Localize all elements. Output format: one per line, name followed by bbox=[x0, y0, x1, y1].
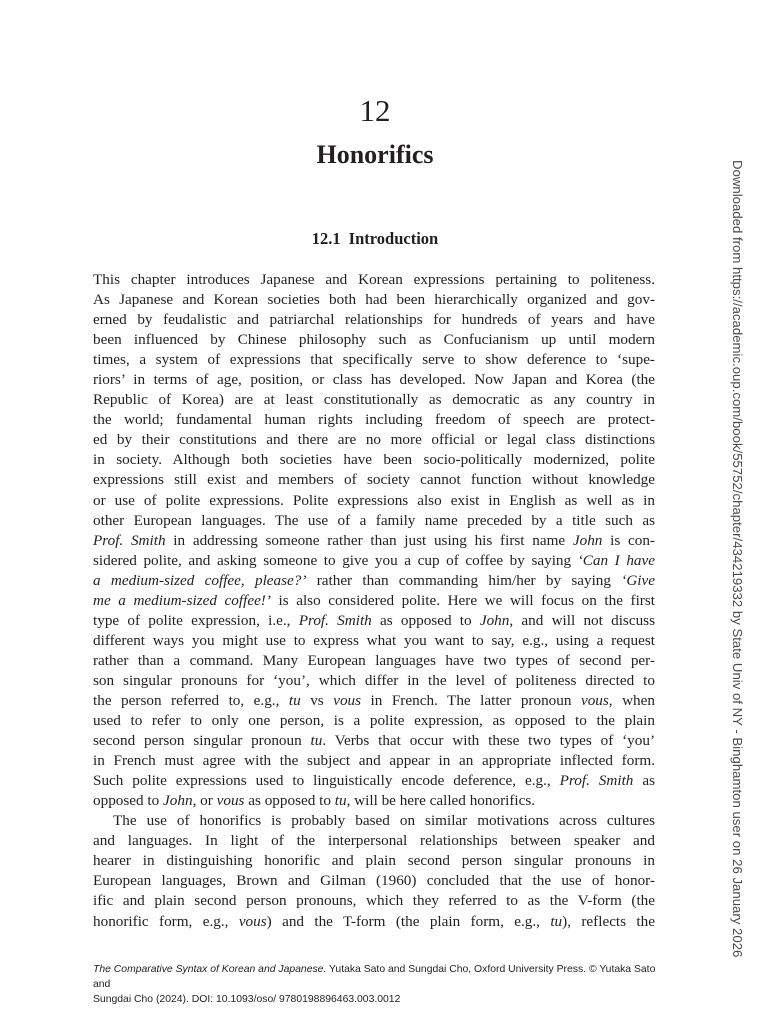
text-line bbox=[93, 851, 655, 871]
text-run: times, a system of expressions that specifically serve to show deference to ‘supe- bbox=[93, 351, 655, 369]
text-line bbox=[93, 350, 655, 370]
text-line bbox=[93, 370, 655, 390]
text-line bbox=[93, 470, 655, 490]
text-run: as opposed to bbox=[371, 611, 480, 629]
text-run: Republic of Korea) are at least constitutionally as democratic as any country in bbox=[93, 391, 655, 409]
text-line bbox=[93, 410, 655, 430]
text-line bbox=[93, 270, 655, 290]
text-run: rather than a command. Many European languages have two types of second per- bbox=[93, 651, 655, 669]
text-line bbox=[93, 731, 655, 751]
section-heading bbox=[0, 228, 750, 250]
text-line bbox=[93, 671, 655, 691]
text-run: second person singular pronoun bbox=[93, 732, 311, 750]
text-run: vs bbox=[300, 691, 334, 709]
text-line bbox=[93, 912, 655, 932]
text-run: This chapter introduces Japanese and Korean expressions pertaining to politeness. bbox=[93, 271, 655, 288]
text-run: been influenced by Chinese philosophy such as Confucianism up until modern bbox=[93, 331, 655, 349]
text-line bbox=[93, 531, 655, 551]
text-line bbox=[93, 430, 655, 450]
italic-text: Prof. Smith bbox=[298, 611, 372, 629]
text-line bbox=[93, 611, 655, 631]
text-line bbox=[93, 831, 655, 851]
text-run: ed by their constitutions and there are no more official or legal class distinctions bbox=[93, 431, 655, 449]
text-line bbox=[93, 891, 655, 911]
italic-text: vous bbox=[333, 691, 362, 709]
text-line bbox=[93, 591, 655, 611]
italic-text: a medium-sized coffee, please?’ bbox=[93, 571, 307, 589]
text-run: ), reflects the bbox=[562, 912, 655, 930]
text-run: Such polite expressions used to linguistically encode deference, e.g., bbox=[93, 772, 560, 790]
text-run: type of polite expression, i.e., bbox=[93, 611, 299, 629]
text-run: the world; fundamental human rights including freedom of speech are protect- bbox=[93, 411, 655, 429]
text-run: in addressing someone rather than just using his first name bbox=[165, 531, 573, 549]
text-run: riors’ in terms of age, position, or class has developed. Now Japan and Korea (the bbox=[93, 371, 655, 389]
text-line bbox=[93, 390, 655, 410]
italic-text: vous bbox=[580, 691, 609, 709]
text-run: As Japanese and Korean societies both had been hierarchically organized and gov- bbox=[93, 291, 655, 309]
text-line bbox=[93, 571, 655, 591]
italic-text: tu bbox=[310, 732, 323, 750]
text-run: The use of honorifics is probably based on similar motivations across cultures bbox=[113, 812, 655, 830]
footer-citation bbox=[93, 962, 673, 1007]
text-run: in society. Although both societies have been socio-politically modernized, polite bbox=[93, 451, 655, 469]
section-number: 12.1 bbox=[311, 229, 341, 248]
text-run: sidered polite, and asking someone to give you a cup of coffee by saying bbox=[93, 551, 578, 569]
chapter-title: Honorifics bbox=[316, 140, 434, 169]
text-run: ) and the T-form (the plain form, e.g., bbox=[266, 912, 551, 930]
text-line bbox=[93, 811, 655, 831]
text-run: , when bbox=[608, 691, 655, 709]
download-watermark: Downloaded from https://academic.oup.com/book/55752/chapter/434219332 by State Univ of NY - Binghamton user on 26 January 2026 bbox=[730, 160, 745, 958]
text-run: . Verbs that occur with these two types of ‘you’ bbox=[322, 732, 655, 750]
text-line bbox=[93, 511, 655, 531]
text-line bbox=[93, 751, 655, 771]
text-run: hearer in distinguishing honorific and plain second person singular pronouns in bbox=[93, 852, 655, 870]
text-line bbox=[93, 631, 655, 651]
text-run: ific and plain second person pronouns, which they referred to as the V-form (the bbox=[93, 892, 655, 910]
text-run: is con- bbox=[602, 531, 655, 549]
text-line bbox=[93, 551, 655, 571]
text-run: and languages. In light of the interpersonal relationships between speaker and bbox=[93, 832, 655, 850]
text-run: erned by feudalistic and patriarchal relationships for hundreds of years and have bbox=[93, 311, 655, 329]
text-line bbox=[93, 310, 655, 330]
italic-text: John bbox=[163, 792, 193, 810]
text-run: or use of polite expressions. Polite expressions also exist in English as well as in bbox=[93, 491, 655, 509]
text-line bbox=[93, 290, 655, 310]
italic-text: vous bbox=[216, 792, 245, 810]
italic-text: tu bbox=[288, 691, 301, 709]
text-line bbox=[93, 691, 655, 711]
text-line bbox=[93, 791, 655, 811]
text-run: opposed to bbox=[93, 792, 164, 810]
italic-text: ‘Give bbox=[621, 571, 655, 589]
italic-text: me a medium-sized coffee!’ bbox=[93, 591, 271, 609]
text-run: European languages, Brown and Gilman (1960) concluded that the use of honor- bbox=[93, 872, 655, 890]
text-run: , will be here called honorifics. bbox=[346, 792, 536, 810]
text-run: different ways you might use to express what you want to say, e.g., using a request bbox=[93, 631, 655, 649]
italic-text: Prof. Smith bbox=[93, 531, 166, 549]
chapter-number: 12 bbox=[359, 93, 391, 128]
text-run: as opposed to bbox=[244, 792, 335, 810]
text-run: son singular pronouns for ‘you’, which differ in the level of politeness directed to bbox=[93, 671, 655, 689]
body-text bbox=[93, 270, 655, 932]
italic-text: ‘Can I have bbox=[577, 551, 655, 569]
italic-text: vous bbox=[238, 912, 267, 930]
text-line bbox=[93, 651, 655, 671]
italic-text: Prof. Smith bbox=[559, 772, 634, 790]
text-run: used to refer to only one person, is a polite expression, as opposed to the plain bbox=[93, 712, 655, 730]
text-line bbox=[93, 771, 655, 791]
text-run: honorific form, e.g., bbox=[93, 912, 239, 930]
text-run: , or bbox=[192, 792, 217, 810]
text-run: other European languages. The use of a family name preceded by a title such as bbox=[93, 511, 655, 529]
footer-book-title: The Comparative Syntax of Korean and Japanese. bbox=[93, 964, 327, 975]
text-run: in French. The latter pronoun bbox=[361, 691, 581, 709]
text-run: is also considered polite. Here we will focus on the first bbox=[270, 591, 655, 609]
text-line bbox=[93, 491, 655, 511]
italic-text: tu bbox=[550, 912, 563, 930]
italic-text: John bbox=[479, 611, 510, 629]
footer-line-1 bbox=[93, 962, 673, 992]
text-run: as bbox=[633, 772, 655, 790]
text-line bbox=[93, 711, 655, 731]
text-line bbox=[93, 450, 655, 470]
footer-line-1-rest: Yutaka Sato and Sungdai Cho, Oxford University Press. © Yutaka Sato and bbox=[93, 964, 656, 990]
italic-text: John bbox=[572, 531, 603, 549]
text-run: , and will not discuss bbox=[509, 611, 655, 629]
italic-text: tu bbox=[334, 792, 347, 810]
text-run: expressions still exist and members of society cannot function without knowledge bbox=[93, 471, 655, 489]
text-run: in French must agree with the subject and appear in an appropriate inflected form. bbox=[93, 752, 655, 770]
text-run: rather than commanding him/her by saying bbox=[306, 571, 622, 589]
footer-line-2: Sungdai Cho (2024). DOI: 10.1093/oso/ 9780198896463.003.0012 bbox=[93, 994, 401, 1005]
text-line bbox=[93, 871, 655, 891]
text-run: the person referred to, e.g., bbox=[93, 691, 289, 709]
section-title: Introduction bbox=[348, 229, 439, 248]
text-line bbox=[93, 330, 655, 350]
